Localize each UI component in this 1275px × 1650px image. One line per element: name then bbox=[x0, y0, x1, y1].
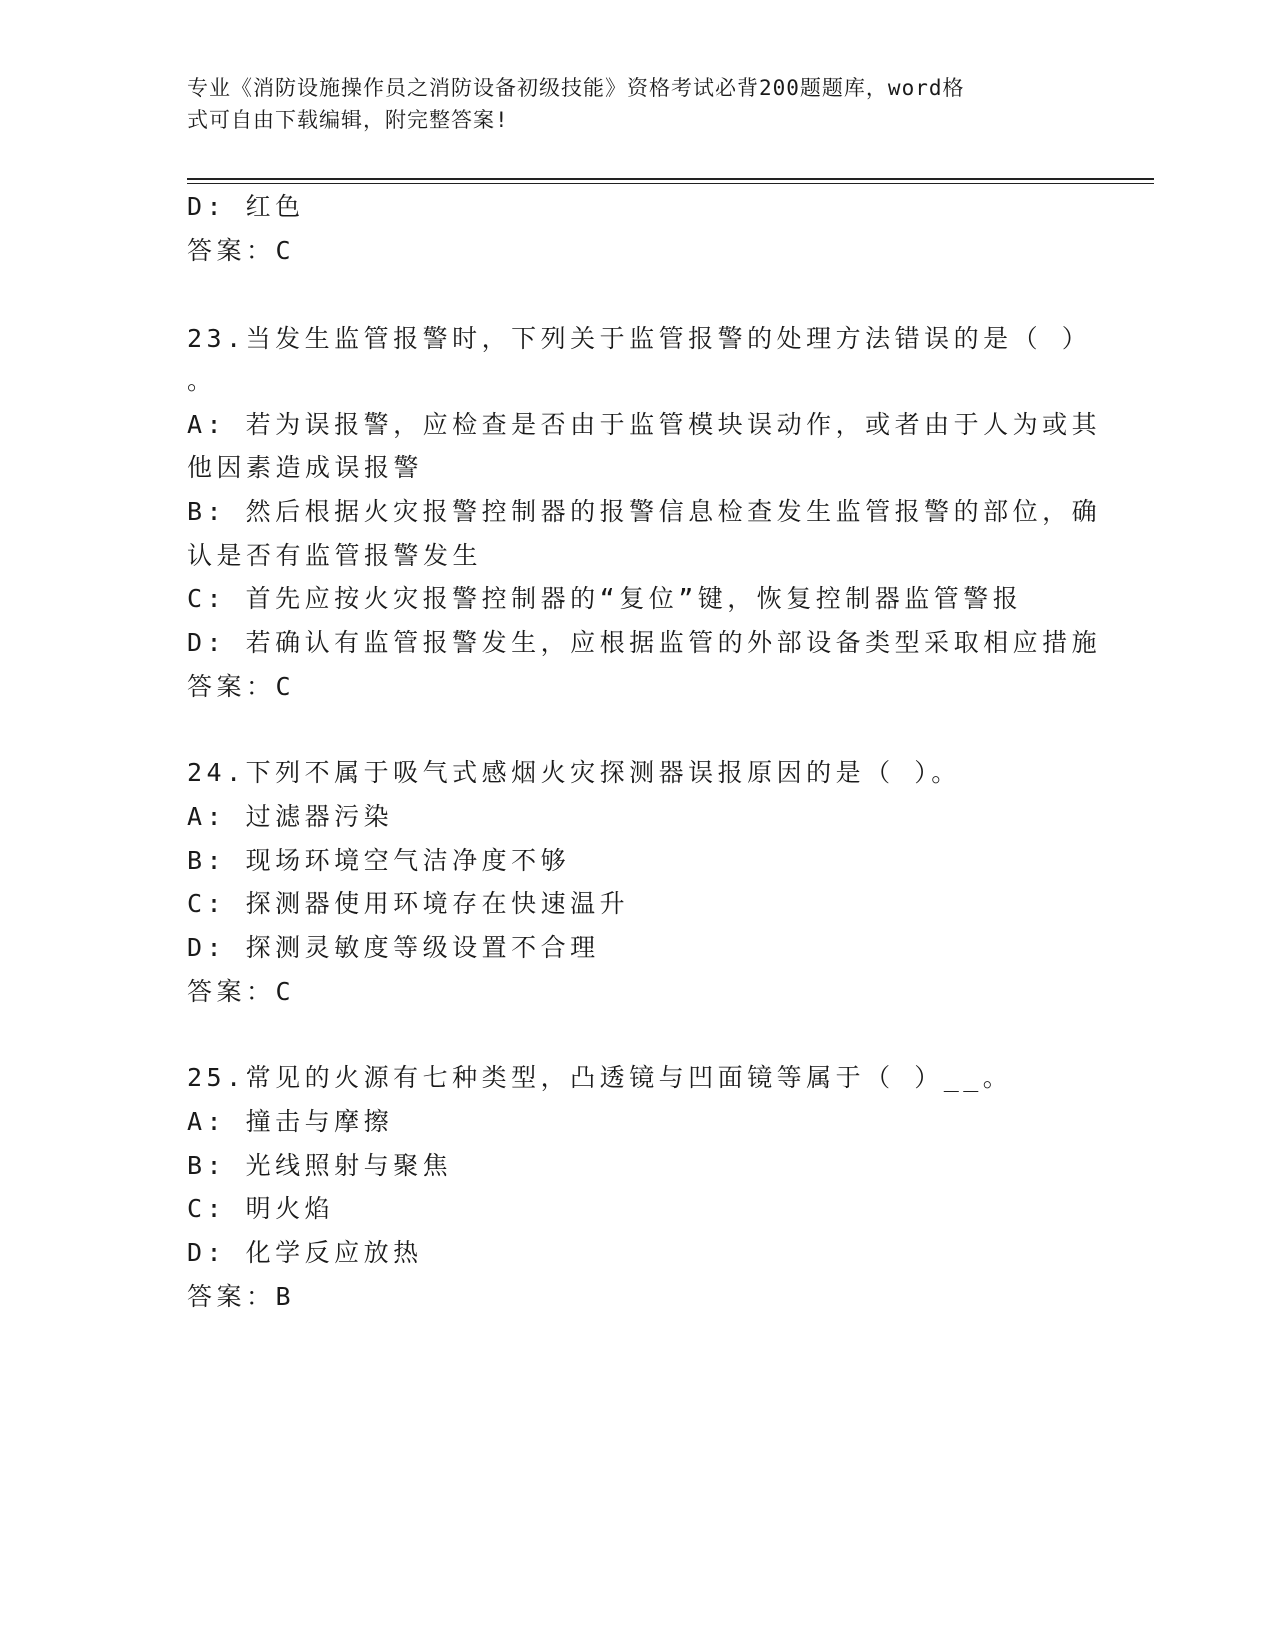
prev-option-d: D: 红色 bbox=[187, 192, 305, 221]
q24-answer: 答案：C bbox=[187, 977, 296, 1006]
q25-stem: 25.常见的火源有七种类型，凸透镜与凹面镜等属于（ ）__。 bbox=[187, 1063, 1013, 1092]
q24-option-a: A: 过滤器污染 bbox=[187, 802, 394, 831]
header-line-1: 专业《消防设施操作员之消防设备初级技能》资格考试必背200题题库，word格 bbox=[187, 76, 965, 100]
q24-option-b: B: 现场环境空气洁净度不够 bbox=[187, 846, 571, 875]
header-divider-thick bbox=[187, 178, 1154, 180]
q23-option-d: D: 若确认有监管报警发生，应根据监管的外部设备类型采取相应措施 bbox=[187, 628, 1102, 657]
q23-stem-line-1: 23.当发生监管报警时，下列关于监管报警的处理方法错误的是（ ） bbox=[187, 324, 1092, 353]
q23-option-b-line-2: 认是否有监管报警发生 bbox=[187, 541, 483, 570]
q25-option-b: B: 光线照射与聚焦 bbox=[187, 1151, 453, 1180]
document-header bbox=[187, 72, 1087, 136]
q24-option-c: C: 探测器使用环境存在快速温升 bbox=[187, 889, 630, 918]
prev-answer: 答案：C bbox=[187, 236, 296, 265]
q25-option-a: A: 撞击与摩擦 bbox=[187, 1107, 394, 1136]
q25-answer: 答案：B bbox=[187, 1282, 296, 1311]
header-divider-thin bbox=[187, 183, 1154, 184]
q23-option-a-line-2: 他因素造成误报警 bbox=[187, 453, 424, 482]
q23-option-c: C: 首先应按火灾报警控制器的“复位”键，恢复控制器监管警报 bbox=[187, 584, 1023, 613]
q23-stem-line-2: 。 bbox=[187, 366, 217, 395]
q25-option-c: C: 明火焰 bbox=[187, 1194, 335, 1223]
q23-option-b-line-1: B: 然后根据火灾报警控制器的报警信息检查发生监管报警的部位，确 bbox=[187, 497, 1102, 526]
q25-option-d: D: 化学反应放热 bbox=[187, 1238, 423, 1267]
q23-answer: 答案：C bbox=[187, 672, 296, 701]
q24-option-d: D: 探测灵敏度等级设置不合理 bbox=[187, 933, 600, 962]
q23-option-a-line-1: A: 若为误报警，应检查是否由于监管模块误动作，或者由于人为或其 bbox=[187, 410, 1102, 439]
q24-stem: 24.下列不属于吸气式感烟火灾探测器误报原因的是（ ）。 bbox=[187, 758, 961, 787]
header-line-2: 式可自由下载编辑，附完整答案! bbox=[187, 108, 509, 132]
